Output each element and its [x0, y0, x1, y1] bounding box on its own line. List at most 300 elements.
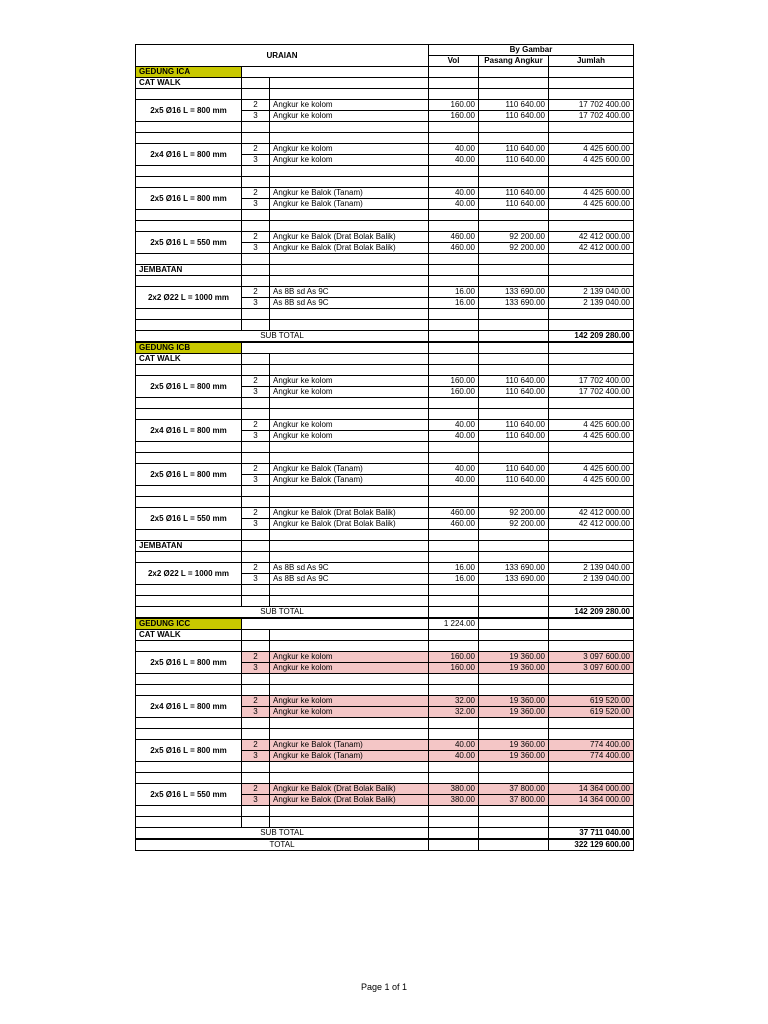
- item-price: 110 640.00: [479, 144, 549, 155]
- item-spec-label: 2x5 Ø16 L = 800 mm: [136, 740, 242, 762]
- subtotal-vol: [429, 607, 479, 619]
- subtotal-vol: [429, 828, 479, 840]
- item-price: 37 800.00: [479, 784, 549, 795]
- table-cell: [242, 221, 270, 232]
- item-price: 133 690.00: [479, 563, 549, 574]
- vol-header: Vol: [429, 56, 479, 67]
- table-cell: [242, 67, 429, 78]
- item-spec-label: 2x5 Ø16 L = 550 mm: [136, 232, 242, 254]
- item-total: 2 139 040.00: [549, 574, 634, 585]
- table-cell: [479, 585, 549, 596]
- table-cell: [549, 773, 634, 784]
- item-row: [136, 376, 634, 387]
- table-cell: [242, 309, 270, 320]
- table-cell: [479, 78, 549, 89]
- header-row: [136, 45, 634, 56]
- table-cell: [479, 309, 549, 320]
- item-number: 3: [242, 475, 270, 486]
- table-cell: [549, 442, 634, 453]
- item-description: Angkur ke kolom: [270, 387, 429, 398]
- item-number: 2: [242, 376, 270, 387]
- item-number: 3: [242, 519, 270, 530]
- table-cell: [270, 210, 429, 221]
- table-cell: [136, 254, 242, 265]
- table-cell: [242, 552, 270, 563]
- table-cell: [479, 210, 549, 221]
- item-total: 3 097 600.00: [549, 652, 634, 663]
- item-price: 110 640.00: [479, 155, 549, 166]
- item-price: 133 690.00: [479, 574, 549, 585]
- table-cell: [270, 718, 429, 729]
- item-number: 2: [242, 652, 270, 663]
- group-title: JEMBATAN: [136, 541, 242, 552]
- group-title: JEMBATAN: [136, 265, 242, 276]
- table-cell: [136, 166, 242, 177]
- subtotal-label: SUB TOTAL: [136, 607, 429, 619]
- blank-row: [136, 398, 634, 409]
- table-cell: [242, 685, 270, 696]
- page-footer: Page 1 of 1: [360, 982, 408, 992]
- table-cell: [429, 78, 479, 89]
- group-title-row: [136, 78, 634, 89]
- table-cell: [479, 641, 549, 652]
- table-cell: [136, 177, 242, 188]
- table-cell: [429, 177, 479, 188]
- table-cell: [479, 817, 549, 828]
- item-vol: 160.00: [429, 376, 479, 387]
- blank-row: [136, 530, 634, 541]
- item-spec-label: 2x5 Ø16 L = 800 mm: [136, 376, 242, 398]
- section-name: GEDUNG ICB: [136, 342, 242, 354]
- item-number: 3: [242, 663, 270, 674]
- item-total: 42 412 000.00: [549, 519, 634, 530]
- section-vol: [429, 67, 479, 78]
- table-cell: [242, 409, 270, 420]
- item-number: 3: [242, 387, 270, 398]
- table-cell: [136, 365, 242, 376]
- table-cell: [479, 773, 549, 784]
- total-label: TOTAL: [136, 839, 429, 851]
- table-cell: [429, 630, 479, 641]
- table-cell: [429, 398, 479, 409]
- item-description: Angkur ke Balok (Tanam): [270, 475, 429, 486]
- table-cell: [549, 674, 634, 685]
- table-cell: [136, 409, 242, 420]
- item-description: Angkur ke Balok (Drat Bolak Balik): [270, 508, 429, 519]
- table-cell: [479, 409, 549, 420]
- item-description: Angkur ke kolom: [270, 155, 429, 166]
- table-cell: [429, 453, 479, 464]
- item-total: 2 139 040.00: [549, 563, 634, 574]
- table-cell: [429, 276, 479, 287]
- subtotal-value: 142 209 280.00: [549, 607, 634, 619]
- table-cell: [242, 265, 270, 276]
- table-cell: [479, 806, 549, 817]
- item-price: 110 640.00: [479, 420, 549, 431]
- table-cell: [242, 122, 270, 133]
- blank-row: [136, 817, 634, 828]
- blank-row: [136, 221, 634, 232]
- table-cell: [479, 331, 549, 343]
- table-cell: [549, 585, 634, 596]
- item-spec-label: 2x5 Ø16 L = 800 mm: [136, 652, 242, 674]
- item-vol: 40.00: [429, 155, 479, 166]
- item-vol: 460.00: [429, 243, 479, 254]
- table-cell: [479, 630, 549, 641]
- item-number: 2: [242, 563, 270, 574]
- item-description: Angkur ke kolom: [270, 420, 429, 431]
- table-cell: [242, 497, 270, 508]
- table-cell: [136, 309, 242, 320]
- table-cell: [479, 89, 549, 100]
- table-cell: [242, 210, 270, 221]
- table-cell: [136, 596, 242, 607]
- item-row: [136, 287, 634, 298]
- item-number: 2: [242, 420, 270, 431]
- table-cell: [479, 122, 549, 133]
- item-vol: 16.00: [429, 287, 479, 298]
- item-total: 17 702 400.00: [549, 100, 634, 111]
- table-cell: [479, 552, 549, 563]
- table-cell: [549, 265, 634, 276]
- table-cell: [136, 221, 242, 232]
- item-total: 4 425 600.00: [549, 420, 634, 431]
- table-cell: [136, 585, 242, 596]
- blank-row: [136, 718, 634, 729]
- item-vol: 40.00: [429, 740, 479, 751]
- table-cell: [429, 409, 479, 420]
- table-cell: [549, 221, 634, 232]
- blank-row: [136, 133, 634, 144]
- item-price: 19 360.00: [479, 707, 549, 718]
- item-vol: 16.00: [429, 563, 479, 574]
- table-cell: [549, 817, 634, 828]
- total-value: 322 129 600.00: [549, 839, 634, 851]
- item-price: 92 200.00: [479, 232, 549, 243]
- table-cell: [479, 365, 549, 376]
- table-cell: [270, 530, 429, 541]
- table-cell: [242, 442, 270, 453]
- group-title: CAT WALK: [136, 630, 242, 641]
- item-vol: 160.00: [429, 663, 479, 674]
- table-cell: [270, 177, 429, 188]
- table-cell: [242, 276, 270, 287]
- table-cell: [242, 177, 270, 188]
- table-cell: [270, 773, 429, 784]
- table-cell: [479, 442, 549, 453]
- section-vol: 1 224.00: [429, 618, 479, 630]
- table-cell: [270, 320, 429, 331]
- table-cell: [270, 122, 429, 133]
- table-cell: [242, 618, 429, 630]
- total-row: [136, 839, 634, 851]
- table-cell: [479, 596, 549, 607]
- item-price: 110 640.00: [479, 475, 549, 486]
- blank-row: [136, 641, 634, 652]
- item-total: 4 425 600.00: [549, 144, 634, 155]
- item-spec-label: 2x5 Ø16 L = 550 mm: [136, 508, 242, 530]
- item-vol: 40.00: [429, 751, 479, 762]
- item-description: Angkur ke Balok (Tanam): [270, 464, 429, 475]
- item-price: 19 360.00: [479, 663, 549, 674]
- table-cell: [479, 265, 549, 276]
- table-cell: [270, 486, 429, 497]
- item-description: Angkur ke Balok (Tanam): [270, 188, 429, 199]
- table-cell: [479, 453, 549, 464]
- table-cell: [479, 674, 549, 685]
- item-price: 19 360.00: [479, 696, 549, 707]
- item-vol: 40.00: [429, 188, 479, 199]
- table-cell: [270, 817, 429, 828]
- subtotal-value: 142 209 280.00: [549, 331, 634, 343]
- table-cell: [270, 133, 429, 144]
- item-description: Angkur ke Balok (Drat Bolak Balik): [270, 519, 429, 530]
- table-cell: [549, 530, 634, 541]
- table-cell: [479, 342, 549, 354]
- table-cell: [549, 409, 634, 420]
- table-cell: [270, 630, 429, 641]
- blank-row: [136, 365, 634, 376]
- table-cell: [242, 630, 270, 641]
- table-cell: [270, 596, 429, 607]
- section-name: GEDUNG ICC: [136, 618, 242, 630]
- item-spec-label: 2x5 Ø16 L = 550 mm: [136, 784, 242, 806]
- item-number: 3: [242, 111, 270, 122]
- item-price: 110 640.00: [479, 188, 549, 199]
- item-description: Angkur ke Balok (Drat Bolak Balik): [270, 232, 429, 243]
- subtotal-row: [136, 828, 634, 840]
- table-cell: [549, 210, 634, 221]
- table-cell: [242, 773, 270, 784]
- item-number: 2: [242, 784, 270, 795]
- table-cell: [429, 839, 479, 851]
- subtotal-vol: [429, 331, 479, 343]
- table-cell: [429, 89, 479, 100]
- table-cell: [549, 641, 634, 652]
- group-title-row: [136, 354, 634, 365]
- table-cell: [242, 89, 270, 100]
- table-cell: [270, 685, 429, 696]
- table-cell: [242, 320, 270, 331]
- table-cell: [270, 221, 429, 232]
- table-cell: [549, 89, 634, 100]
- item-vol: 40.00: [429, 199, 479, 210]
- item-number: 2: [242, 232, 270, 243]
- blank-row: [136, 585, 634, 596]
- item-vol: 460.00: [429, 232, 479, 243]
- table-cell: [549, 354, 634, 365]
- table-cell: [479, 486, 549, 497]
- table-cell: [270, 265, 429, 276]
- table-cell: [429, 596, 479, 607]
- item-price: 110 640.00: [479, 464, 549, 475]
- item-row: [136, 563, 634, 574]
- cost-table: [135, 44, 634, 851]
- table-cell: [429, 166, 479, 177]
- subtotal-value: 37 711 040.00: [549, 828, 634, 840]
- subtotal-row: [136, 331, 634, 343]
- item-spec-label: 2x2 Ø22 L = 1000 mm: [136, 563, 242, 585]
- item-total: 17 702 400.00: [549, 111, 634, 122]
- table-cell: [549, 133, 634, 144]
- table-cell: [549, 486, 634, 497]
- table-cell: [479, 685, 549, 696]
- table-cell: [136, 486, 242, 497]
- table-cell: [242, 398, 270, 409]
- table-cell: [136, 398, 242, 409]
- table-cell: [242, 806, 270, 817]
- blank-row: [136, 762, 634, 773]
- item-number: 2: [242, 740, 270, 751]
- item-description: As 8B sd As 9C: [270, 563, 429, 574]
- item-price: 133 690.00: [479, 298, 549, 309]
- item-price: 19 360.00: [479, 751, 549, 762]
- table-cell: [429, 320, 479, 331]
- item-description: As 8B sd As 9C: [270, 574, 429, 585]
- item-spec-label: 2x4 Ø16 L = 800 mm: [136, 696, 242, 718]
- item-spec-label: 2x4 Ø16 L = 800 mm: [136, 144, 242, 166]
- item-vol: 32.00: [429, 696, 479, 707]
- item-vol: 40.00: [429, 464, 479, 475]
- table-cell: [242, 641, 270, 652]
- item-description: Angkur ke kolom: [270, 707, 429, 718]
- blank-row: [136, 497, 634, 508]
- table-cell: [549, 166, 634, 177]
- item-number: 3: [242, 298, 270, 309]
- table-cell: [136, 276, 242, 287]
- item-vol: 40.00: [429, 475, 479, 486]
- table-cell: [136, 773, 242, 784]
- item-row: [136, 740, 634, 751]
- item-price: 110 640.00: [479, 431, 549, 442]
- item-vol: 40.00: [429, 144, 479, 155]
- table-cell: [429, 265, 479, 276]
- group-title-row: [136, 630, 634, 641]
- table-cell: [549, 398, 634, 409]
- blank-row: [136, 254, 634, 265]
- table-cell: [242, 354, 270, 365]
- table-cell: [429, 718, 479, 729]
- table-cell: [479, 607, 549, 619]
- table-cell: [479, 320, 549, 331]
- table-cell: [479, 354, 549, 365]
- group-title-row: [136, 541, 634, 552]
- item-vol: 460.00: [429, 519, 479, 530]
- item-description: Angkur ke kolom: [270, 663, 429, 674]
- blank-row: [136, 552, 634, 563]
- table-cell: [136, 718, 242, 729]
- item-spec-label: 2x5 Ø16 L = 800 mm: [136, 188, 242, 210]
- table-cell: [429, 585, 479, 596]
- table-cell: [242, 530, 270, 541]
- item-description: Angkur ke kolom: [270, 100, 429, 111]
- table-cell: [549, 67, 634, 78]
- item-description: Angkur ke Balok (Tanam): [270, 751, 429, 762]
- item-price: 37 800.00: [479, 795, 549, 806]
- item-vol: 460.00: [429, 508, 479, 519]
- table-cell: [479, 541, 549, 552]
- item-description: Angkur ke kolom: [270, 144, 429, 155]
- item-row: [136, 508, 634, 519]
- table-cell: [429, 773, 479, 784]
- table-cell: [549, 365, 634, 376]
- table-cell: [479, 718, 549, 729]
- table-cell: [479, 254, 549, 265]
- item-vol: 40.00: [429, 420, 479, 431]
- table-cell: [479, 67, 549, 78]
- item-number: 2: [242, 188, 270, 199]
- table-cell: [242, 729, 270, 740]
- table-cell: [242, 541, 270, 552]
- item-row: [136, 188, 634, 199]
- item-number: 2: [242, 508, 270, 519]
- table-cell: [549, 685, 634, 696]
- table-cell: [136, 762, 242, 773]
- item-description: As 8B sd As 9C: [270, 298, 429, 309]
- table-cell: [136, 497, 242, 508]
- item-description: Angkur ke Balok (Tanam): [270, 199, 429, 210]
- blank-row: [136, 685, 634, 696]
- item-spec-label: 2x5 Ø16 L = 800 mm: [136, 464, 242, 486]
- table-cell: [136, 685, 242, 696]
- table-cell: [429, 641, 479, 652]
- table-cell: [242, 166, 270, 177]
- blank-row: [136, 89, 634, 100]
- table-cell: [479, 166, 549, 177]
- item-price: 92 200.00: [479, 243, 549, 254]
- item-total: 42 412 000.00: [549, 508, 634, 519]
- item-description: As 8B sd As 9C: [270, 287, 429, 298]
- item-number: 2: [242, 287, 270, 298]
- table-cell: [479, 762, 549, 773]
- item-number: 3: [242, 199, 270, 210]
- table-cell: [549, 762, 634, 773]
- item-vol: 380.00: [429, 795, 479, 806]
- table-cell: [479, 729, 549, 740]
- table-cell: [270, 806, 429, 817]
- blank-row: [136, 320, 634, 331]
- table-cell: [270, 78, 429, 89]
- table-cell: [270, 365, 429, 376]
- table-cell: [429, 552, 479, 563]
- table-cell: [549, 309, 634, 320]
- item-total: 17 702 400.00: [549, 376, 634, 387]
- group-title: CAT WALK: [136, 78, 242, 89]
- table-cell: [479, 276, 549, 287]
- item-description: Angkur ke Balok (Drat Bolak Balik): [270, 784, 429, 795]
- table-cell: [136, 320, 242, 331]
- item-description: Angkur ke kolom: [270, 431, 429, 442]
- table-cell: [270, 442, 429, 453]
- item-total: 2 139 040.00: [549, 287, 634, 298]
- table-cell: [242, 817, 270, 828]
- table-cell: [270, 276, 429, 287]
- item-price: 133 690.00: [479, 287, 549, 298]
- item-total: 3 097 600.00: [549, 663, 634, 674]
- item-total: 4 425 600.00: [549, 155, 634, 166]
- table-cell: [549, 78, 634, 89]
- item-spec-label: 2x5 Ø16 L = 800 mm: [136, 100, 242, 122]
- table-cell: [136, 674, 242, 685]
- item-number: 3: [242, 707, 270, 718]
- blank-row: [136, 596, 634, 607]
- item-vol: 380.00: [429, 784, 479, 795]
- item-vol: 160.00: [429, 111, 479, 122]
- item-vol: 16.00: [429, 574, 479, 585]
- blank-row: [136, 773, 634, 784]
- blank-row: [136, 210, 634, 221]
- table-cell: [270, 641, 429, 652]
